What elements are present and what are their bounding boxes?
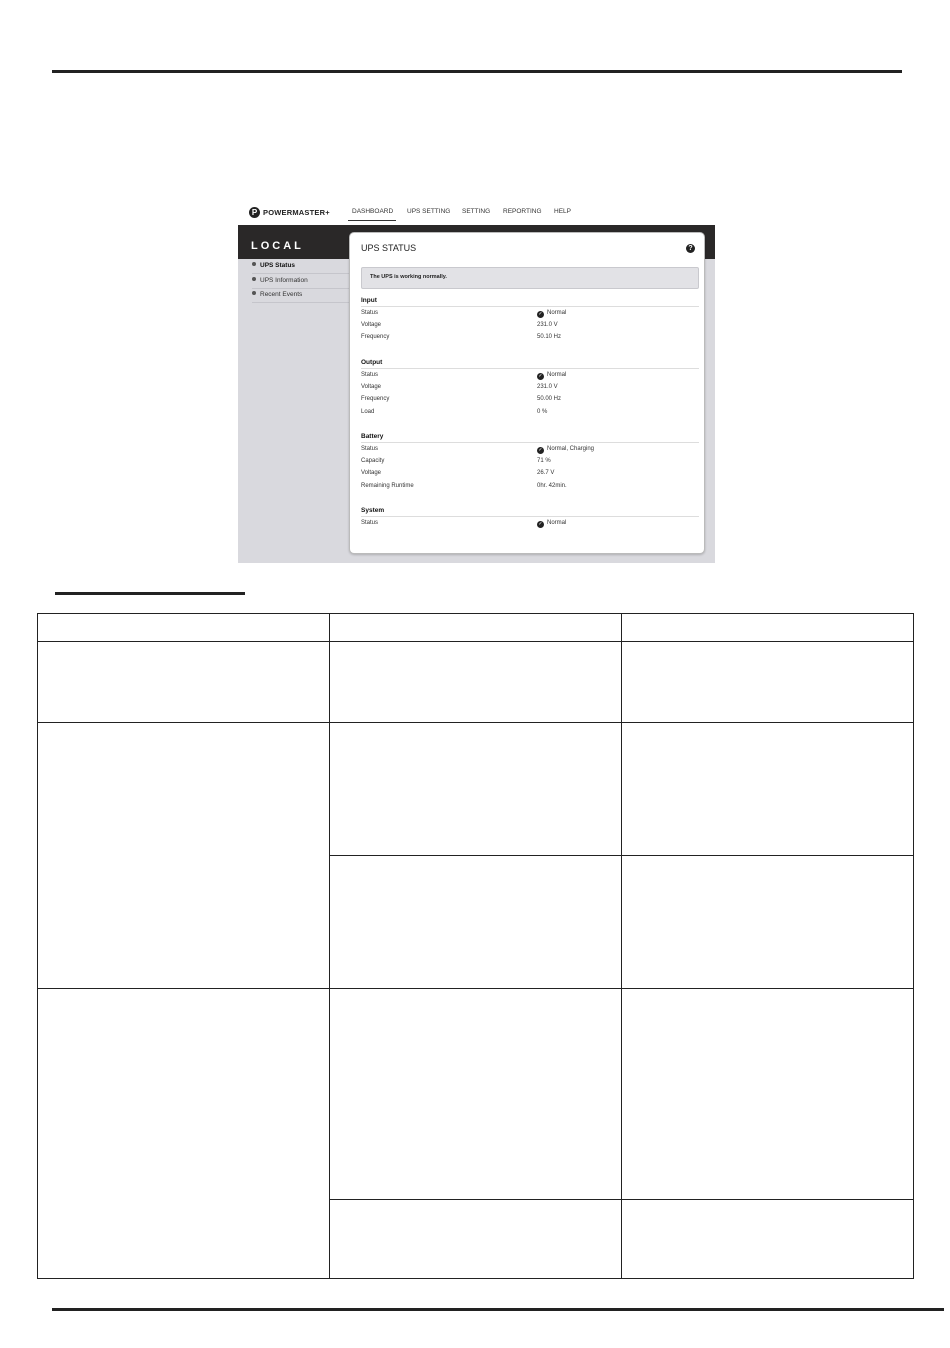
check-circle-icon: ✓: [538, 311, 543, 317]
table-cell: [621, 722, 914, 856]
row-value: 50.10 Hz: [537, 334, 562, 341]
brand-name: POWERMASTER+: [263, 207, 330, 217]
row-label: Voltage: [361, 384, 382, 391]
row-value: Normal: [547, 520, 567, 526]
sidebar-item-recent-events[interactable]: [252, 288, 349, 303]
status-row: [361, 517, 699, 529]
section-battery: [361, 433, 699, 492]
nav-ups-setting[interactable]: UPS SETTING: [407, 208, 451, 215]
section-title: System: [361, 507, 699, 517]
row-label: Status: [361, 520, 379, 526]
status-row: [361, 393, 699, 405]
row-label: Voltage: [361, 322, 382, 329]
table-cell: [621, 641, 914, 723]
row-value: 26.7 V: [537, 470, 555, 477]
ups-status-panel: [349, 232, 705, 554]
status-row: [361, 406, 699, 418]
panel-title: UPS STATUS: [361, 243, 417, 253]
table-cell: [621, 1199, 914, 1279]
status-row: [361, 369, 699, 381]
status-row: [361, 307, 699, 319]
status-row: [361, 319, 699, 331]
row-value: 71 %: [537, 458, 551, 465]
nav-reporting[interactable]: REPORTING: [503, 208, 542, 215]
description-table: [37, 613, 914, 1279]
row-label: Load: [361, 408, 375, 415]
row-label: Status: [361, 372, 379, 378]
table-header-cell: [329, 613, 622, 642]
table-cell: [329, 1199, 622, 1279]
section-title: Output: [361, 359, 699, 369]
check-circle-icon: ✓: [538, 373, 543, 379]
nav-active-underline: [348, 220, 396, 221]
row-label: Voltage: [361, 470, 382, 477]
row-value: 0 %: [537, 408, 548, 415]
sidebar-item-ups-status[interactable]: [252, 259, 349, 274]
table-cell: [329, 641, 622, 723]
status-row: [361, 381, 699, 393]
table-header-cell: [621, 613, 914, 642]
section-heading-rule: [55, 592, 245, 595]
status-row: [361, 455, 699, 467]
row-value: 0hr. 42min.: [537, 482, 567, 489]
section-input: [361, 297, 699, 344]
sidebar-item-ups-information[interactable]: [252, 274, 349, 289]
status-banner-text: The UPS is working normally.: [370, 274, 447, 280]
row-label: Capacity: [361, 458, 385, 465]
table-header-cell: [37, 613, 330, 642]
nav-dashboard[interactable]: DASHBOARD: [352, 208, 394, 215]
row-label: Status: [361, 310, 379, 316]
top-rule: [52, 70, 902, 73]
check-circle-icon: ✓: [538, 447, 543, 453]
powermaster-logo-icon: P: [249, 207, 260, 218]
sidebar-item-label: Recent Events: [260, 291, 303, 298]
check-circle-icon: ✓: [538, 521, 543, 527]
table-cell: [329, 722, 622, 856]
brand-logo[interactable]: [249, 206, 330, 218]
row-value: 231.0 V: [537, 322, 558, 329]
section-output: [361, 359, 699, 418]
status-row: [361, 331, 699, 343]
table-cell: [329, 988, 622, 1200]
bullet-icon: [252, 262, 256, 266]
row-value: 50.00 Hz: [537, 396, 562, 403]
table-cell: [37, 988, 330, 1279]
row-value: 231.0 V: [537, 384, 558, 391]
status-row: [361, 443, 699, 455]
section-title: Battery: [361, 433, 699, 443]
table-cell: [621, 855, 914, 989]
sidebar-title: LOCAL: [251, 240, 304, 252]
row-value: Normal: [547, 372, 567, 378]
table-cell: [621, 988, 914, 1200]
top-navigation: [238, 198, 715, 225]
row-value: Normal: [547, 310, 567, 316]
row-label: Frequency: [361, 334, 390, 341]
row-value: Normal, Charging: [547, 446, 595, 452]
table-cell: [329, 855, 622, 989]
sidebar-item-label: UPS Status: [260, 262, 296, 269]
row-label: Status: [361, 446, 379, 452]
status-banner: [361, 267, 699, 289]
status-row: [361, 480, 699, 492]
sidebar-item-label: UPS Information: [260, 277, 308, 284]
question-icon[interactable]: ?: [686, 244, 695, 253]
ups-status-screenshot: [238, 198, 715, 563]
bottom-rule: [52, 1308, 944, 1311]
nav-setting[interactable]: SETTING: [462, 208, 491, 215]
row-label: Frequency: [361, 396, 390, 403]
section-title: Input: [361, 297, 699, 307]
bullet-icon: [252, 277, 256, 281]
nav-help[interactable]: HELP: [554, 208, 571, 215]
status-row: [361, 467, 699, 479]
table-cell: [37, 641, 330, 723]
table-cell: [37, 722, 330, 989]
row-label: Remaining Runtime: [361, 482, 414, 489]
bullet-icon: [252, 291, 256, 295]
section-system: [361, 507, 699, 529]
